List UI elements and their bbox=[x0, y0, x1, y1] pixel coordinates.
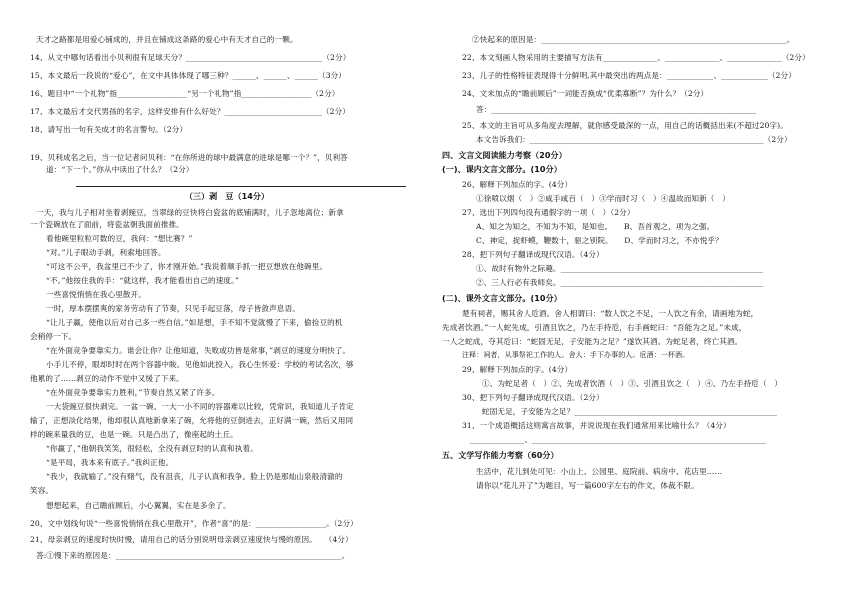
question-27-options-ab: A、知之为知之，不知为不知，是知也。 B、吾首观之，项为之强。 bbox=[476, 222, 715, 231]
question-25: 25、本文的主旨可从多角度去理解，就你感受最深的一点，用自己的话概括出来(不超过20字)。 bbox=[462, 121, 788, 130]
question-19: 19、贝利成名之后，当一位记者问贝利：“在你所进的球中最满意的进球是哪一个？”，贝利答 bbox=[30, 153, 348, 162]
subsection-classical-in: (一)、课内文言文部分。(10分） bbox=[442, 165, 562, 174]
writing-prompt-line: 生活中，花儿到处可见：小山上、公园里、庭院前、病房中、花店里…… bbox=[476, 467, 723, 476]
passage-line: “对。”儿子眼动手剥，利索地回答。 bbox=[46, 248, 166, 257]
passage-line: 一些喜悦悄悄在我心里散开。 bbox=[46, 290, 147, 299]
passage-line: “可这不公平，我盆里已不少了，你才刚开始。”我说着顺手抓一把豆想放在他碗里。 bbox=[46, 262, 328, 271]
question-27-options-cd: C、神定，捉虾蟆，鞭数十，驱之别院。 D、学而时习之，不亦悦乎？ bbox=[476, 236, 723, 245]
question-24: 24、文末加点的“瞻前顾后”一词能否换成“优柔寡断”？为什么？（2分） bbox=[462, 89, 709, 98]
question-23: 23、儿子的性格特征表现得十分鲜明,其中最突出的两点是：____________、____________（2分） bbox=[462, 71, 796, 80]
passage-line: 一人之蛇成，夺其卮曰：“蛇固无足，子安能为之足？”遂饮其酒。为蛇足者，终亡其酒。 bbox=[442, 337, 743, 346]
subsection-classical-out: (二)、课外文言文部分。(10分） bbox=[442, 294, 562, 303]
question-20: 20、文中划线句说“一些喜悦悄悄在我心里散开”，作者“喜”的是：__________________。（2分） bbox=[30, 519, 358, 528]
passage-line: 一时，厚本摆摆爽的家务劳动有了节奏，只见手起豆落，母子皆敛声息语。 bbox=[46, 304, 300, 313]
question-26: 26、解释下列加点的字。(4分） bbox=[462, 180, 573, 189]
passage-line: 想想起来，自己瞻前顾后，小心翼翼，实在是多余了。 bbox=[46, 501, 231, 510]
passage-line: 笑容。 bbox=[30, 486, 54, 495]
question-28: 28、把下列句子翻译成现代汉语。（4分） bbox=[462, 250, 604, 259]
passage-line: 一个瓷碗放在了面前，将瓷盆朝我面前推推。 bbox=[30, 220, 184, 229]
question-29: 29、解释下列加点的字。(4分） bbox=[462, 365, 573, 374]
passage-line: “让儿子赢，使他以后对自己多一些自信。”如是想，手不知不觉就慢了下来，偷捡豆的机 bbox=[46, 318, 343, 327]
question-26-items: ①徐喷以烟（ ）②咸手咸百（ ）③学而时习（ ）④温故而知新（ ） bbox=[476, 194, 730, 203]
question-18: 18、请写出一句有关成才的名言警句。（2分） bbox=[30, 125, 188, 134]
answer-line bbox=[76, 186, 406, 187]
question-30: 30、把下列句子翻译成现代汉语。（2分） bbox=[462, 393, 604, 402]
question-27: 27、选出下列四句没有通假字的一项（ ）（2分） bbox=[462, 208, 635, 217]
question-25-answer: 本文告诉我们：____________________________________________________________（2分） bbox=[476, 135, 792, 144]
passage-line: “是平局，我本来有底子。”我纠正他。 bbox=[46, 458, 174, 467]
writing-prompt-line: 请你以“花儿开了”为题目，写一篇600字左右的作文，体裁不限。 bbox=[476, 481, 699, 490]
question-30-item: 蛇固无足，子安能为之足？____________________________________________________ bbox=[482, 407, 777, 416]
question-14: 14、从文中哪句话看出小贝利很有足球天分？___________________________________（2分） bbox=[30, 53, 351, 62]
question-29-items: ①、为蛇足者（ ）②、先成者饮酒（ ）③、引酒且饮之（ ）④、乃左手持卮（ ） bbox=[482, 379, 783, 388]
passage-line: 先成者饮酒。”一人蛇先成，引酒且饮之，乃左手持卮，右手画蛇曰：“吾能为之足。”未成， bbox=[442, 323, 747, 332]
question-21-answer-2: ②快起来的原因是：_______________________________________________________________。 bbox=[472, 35, 795, 44]
question-16: 16、题目中“一个礼物”指__________________“另一个礼物”指__________________（2分） bbox=[30, 89, 340, 98]
passage-line: 楚有祠者，赐其舍人卮酒。舍人相谓曰：“数人饮之不足，一人饮之有余，请画地为蛇， bbox=[462, 309, 759, 318]
annotation-note: 注释：祠者，从事祭祀工作的人。舍人：手下办事的人。卮酒：一杯酒。 bbox=[462, 351, 690, 359]
passage-line: “在外面竞争要靠实力胜利，”节奏自然又紧了许多。 bbox=[46, 388, 220, 397]
question-22: 22、本文刻画人物采用的主要描写方法有______________、______________、______________（2分） bbox=[462, 53, 810, 62]
question-21: 21、母亲剥豆的速度时快时慢，请用自己的话分别说明母亲剥豆速度快与慢的原因。 （4分） bbox=[30, 535, 353, 544]
passage-line: “我少，我就输了。”没有赌气，没有沮丧，儿子认真和我争。脸上仍是那灿山泉般清澈的 bbox=[46, 472, 343, 481]
passage-line: 输了，正想淡化结果，他却很认真地新拿来了碗，允将他的豆倒进去，正好满一碗，然后又用同 bbox=[30, 416, 354, 425]
text-line: 天才之路都是用爱心铺成的，并且在铺成这条路的爱心中有天才自己的一颗。 bbox=[36, 35, 298, 44]
passage-line: 小手儿不停，眼却时时在两个容器中睃。见他如此投入，我心生怀爱：学校的考试名次，够 bbox=[46, 360, 354, 369]
passage-line: “在外面竞争要靠实力。谁会让你？让他知道，失败或功皆是常事，”剥豆的速度分明快了。 bbox=[46, 346, 351, 355]
question-19-cont: 道：“下一个。”你从中读出了什么？（2分） bbox=[46, 165, 194, 174]
passage-line: 看他碗里粒粒可数的豆，我问：“想比赛？” bbox=[46, 234, 193, 243]
section-5-title: 五、文学写作能力考察（60分） bbox=[442, 451, 559, 460]
question-28-item-2: ②、三人行必有我师矣。____________________________________________________ bbox=[476, 278, 764, 287]
passage-line: 样的碗来量我的豆，也是一碗。只是凸出了，像座起的土丘。 bbox=[30, 430, 238, 439]
question-31-answer: ______________、____________________________________________________________ bbox=[470, 435, 767, 444]
passage-line: 会稍停一下。 bbox=[30, 332, 77, 341]
passage-line: 一大袋豌豆很快剥完。一盆一碗、一大一小不同的容器难以比较，凭常识，我知道儿子肯定 bbox=[46, 402, 354, 411]
question-28-item-1: ①、故时有物外之际趣。____________________________________________________ bbox=[476, 264, 764, 273]
passage-line: “你赢了，”他朝我笑笑，很轻松，全没有剥豆时的认真和执着。 bbox=[46, 444, 258, 453]
section-title-bodou: （三）剥 豆（14分） bbox=[184, 192, 270, 201]
question-21-answer-1: 答:①慢下来的原因是：__________________________________________________________。 bbox=[36, 551, 350, 560]
question-24-answer: 答：____________________________________________________________________ bbox=[476, 105, 757, 114]
question-15: 15、本文最后一段说的“爱心”，在文中具体体现了哪三种？______、______、______（3分） bbox=[30, 71, 347, 80]
section-4-title: 四、文言文阅读能力考察（20分） bbox=[442, 151, 567, 160]
passage-line: 他累的了……剥豆的动作不觉中又缓了下来。 bbox=[30, 374, 184, 383]
question-31: 31、一个成语概括这则寓言故事，并说说现在我们通常用来比喻什么？（4分） bbox=[462, 421, 731, 430]
passage-line: “不。”他按住我的手：“就这样，我才能看出自己的速度。” bbox=[46, 276, 239, 285]
passage-line: 一天，我与儿子相对坐着剥豌豆，当翠绿的豆快将白瓷盆的底铺满时，儿子忽地离位；新拿 bbox=[36, 208, 344, 217]
question-17: 17、本文最后才交代男孩的名字，这样安排有什么好处？_________________________（2分） bbox=[30, 107, 350, 116]
